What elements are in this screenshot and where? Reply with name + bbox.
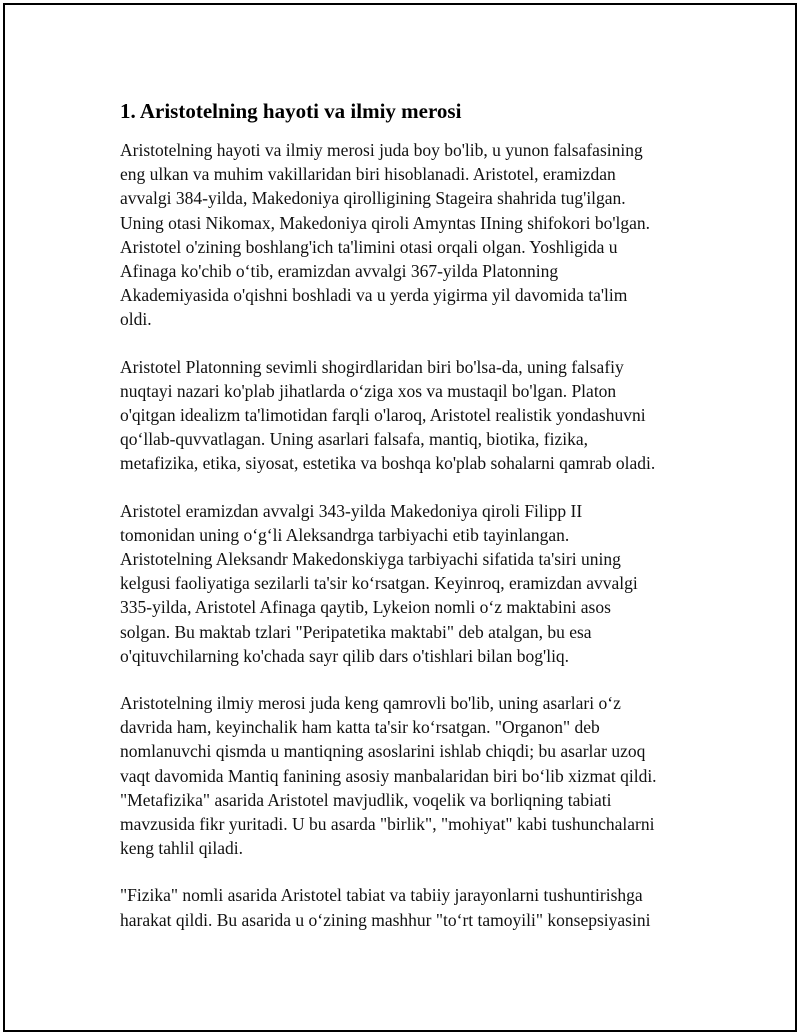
text-line: harakat qildi. Bu asarida u o‘zining mashhur "to‘rt tamoyili" konsepsiyasini xyxy=(120,909,651,930)
document-body xyxy=(120,97,695,955)
text-line: Aristotelning ilmiy merosi juda keng qamrovli bo'lib, uning asarlari o‘z xyxy=(120,693,621,714)
text-line: Aristotel eramizdan avvalgi 343-yilda Makedoniya qiroli Filipp II xyxy=(120,500,583,521)
text-line: Uning otasi Nikomax, Makedoniya qiroli Amyntas IIning shifokori bo'lgan. xyxy=(120,212,651,233)
text-line: solgan. Bu maktab tzlari "Peripatetika maktabi" deb atalgan, bu esa xyxy=(120,621,592,642)
text-line: "Fizika" nomli asarida Aristotel tabiat va tabiiy jarayonlarni tushuntirishga xyxy=(120,885,643,906)
text-line: eng ulkan va muhim vakillaridan biri hisoblanadi. Aristotel, eramizdan xyxy=(120,164,616,185)
paragraph-4 xyxy=(120,691,695,860)
paragraph-3 xyxy=(120,499,695,668)
text-line: Aristotelning hayoti va ilmiy merosi juda boy bo'lib, u yunon falsafasining xyxy=(120,140,643,160)
text-line: tomonidan uning o‘g‘li Aleksandrga tarbiyachi etib tayinlangan. xyxy=(120,524,570,545)
text-line: Aristotel Platonning sevimli shogirdlaridan biri bo'lsa-da, uning falsafiy xyxy=(120,356,624,377)
paragraph-2 xyxy=(120,355,695,476)
text-line: Akademiyasida o'qishni boshladi va u yerda yigirma yil davomida ta'lim xyxy=(120,285,628,306)
text-line: keng tahlil qiladi. xyxy=(120,838,243,859)
text-line: davrida ham, keyinchalik ham katta ta'sir ko‘rsatgan. "Organon" deb xyxy=(120,717,600,738)
text-line: nomlanuvchi qismda u mantiqning asoslarini ishlab chiqdi; bu asarlar uzoq xyxy=(120,741,646,762)
text-line: qo‘llab-quvvatlagan. Uning asarlari falsafa, mantiq, biotika, fizika, xyxy=(120,429,588,450)
text-line: vaqt davomida Mantiq fanining asosiy manbalaridan biri bo‘lib xizmat qildi. xyxy=(120,765,657,786)
text-line: oldi. xyxy=(120,309,152,330)
text-line: "Metafizika" asarida Aristotel mavjudlik, voqelik va borliqning tabiati xyxy=(120,789,612,810)
text-line: Afinaga ko'chib o‘tib, eramizdan avvalgi 367-yilda Platonning xyxy=(120,261,559,282)
text-line: avvalgi 384-yilda, Makedoniya qirolligining Stageira shahrida tug'ilgan. xyxy=(120,188,626,209)
text-line: o'qitgan idealizm ta'limotidan farqli o'laroq, Aristotel realistik yondashuvni xyxy=(120,405,646,426)
text-line: Aristotelning Aleksandr Makedonskiyga tarbiyachi sifatida ta'siri uning xyxy=(120,549,621,570)
text-line: Aristotel o'zining boshlang'ich ta'limini otasi orqali olgan. Yoshligida u xyxy=(120,236,618,257)
text-line: 335-yilda, Aristotel Afinaga qaytib, Lykeion nomli o‘z maktabini asos xyxy=(120,597,611,618)
text-line: mavzusida fikr yuritadi. U bu asarda "birlik", "mohiyat" kabi tushunchalarni xyxy=(120,814,655,835)
paragraph-5 xyxy=(120,883,695,931)
text-line: o'qituvchilarning ko'chada sayr qilib dars o'tishlari bilan bog'liq. xyxy=(120,645,570,666)
page-frame xyxy=(3,3,797,1032)
text-line: metafizika, etika, siyosat, estetika va boshqa ko'plab sohalarni qamrab oladi. xyxy=(120,453,656,474)
text-line: nuqtayi nazari ko'plab jihatlarda o‘ziga xos va mustaqil bo'lgan. Platon xyxy=(120,380,617,401)
text-line: kelgusi faoliyatiga sezilarli ta'sir ko‘rsatgan. Keyinroq, eramizdan avvalgi xyxy=(120,573,638,594)
paragraph-1 xyxy=(120,138,695,332)
section-heading: 1. Aristotelning hayoti va ilmiy merosi xyxy=(120,99,462,123)
